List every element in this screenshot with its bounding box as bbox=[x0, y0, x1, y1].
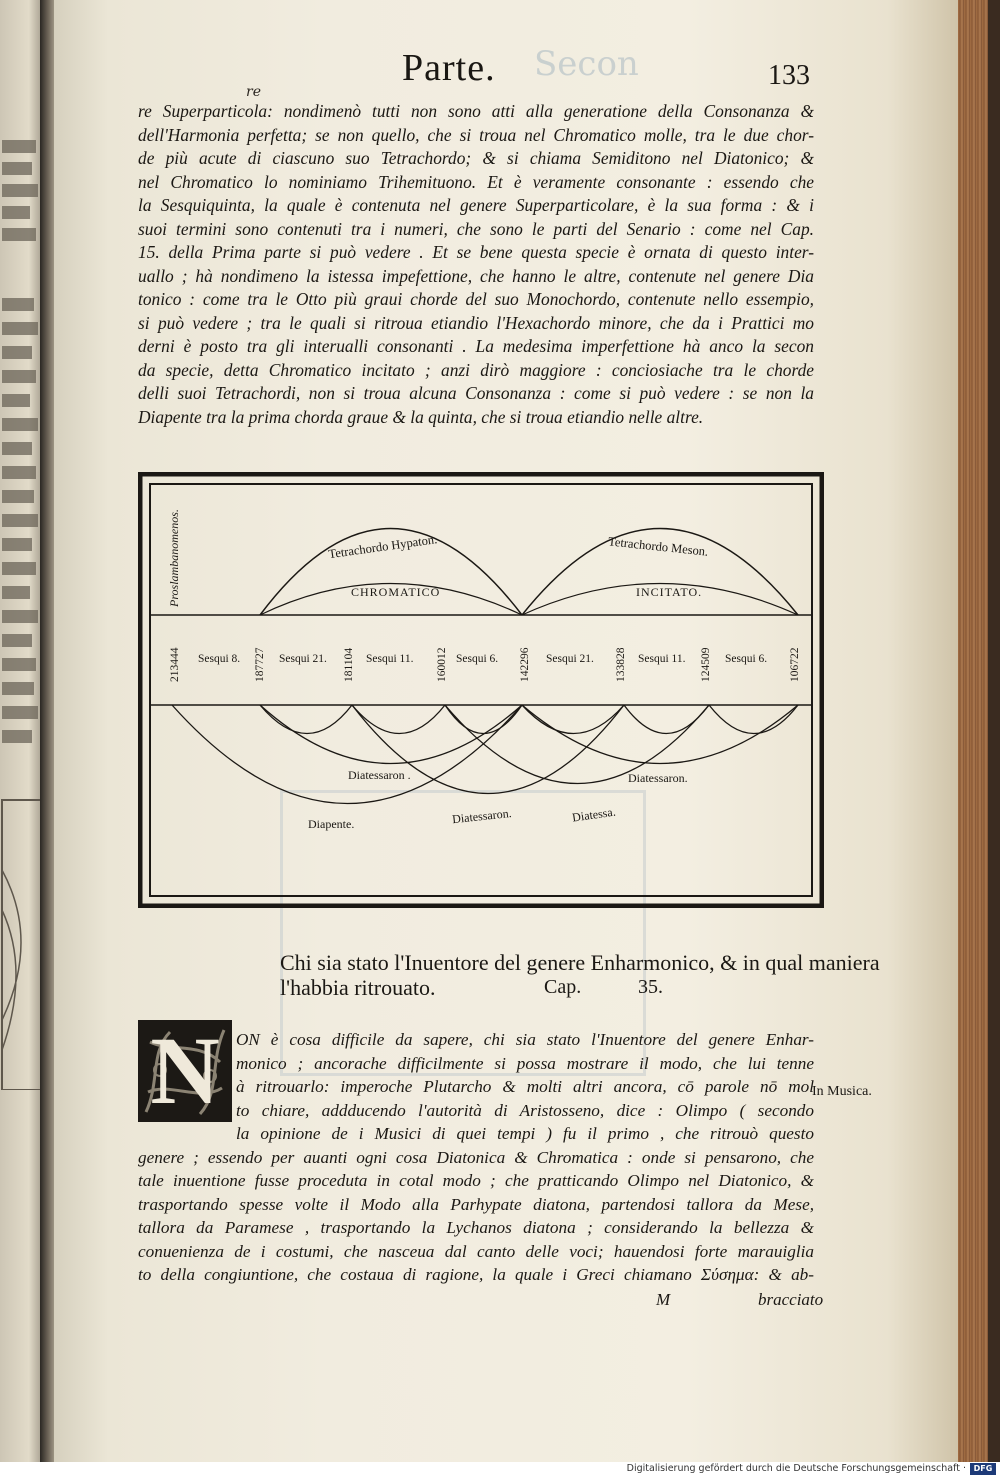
diagram-inner-frame bbox=[150, 484, 812, 896]
left-page-text-line bbox=[2, 418, 38, 431]
text-line: uallo ; hà nondimeno la istessa impefettione, che hanno le altre, contenute nel genere Dia bbox=[138, 265, 814, 286]
text-line: conuenienza de i costumi, che nasceua dal canto delle voci; hauendosi forte marauiglia bbox=[138, 1241, 814, 1261]
text-line: re Superparticola: nondimenò tutti non sono atti alla generatione della Consonanza & bbox=[138, 101, 814, 121]
left-page-text-line bbox=[2, 206, 30, 219]
ratio-label: Sesqui 21. bbox=[546, 653, 594, 665]
left-page-text-line bbox=[2, 184, 38, 197]
left-page-text-line bbox=[2, 610, 38, 623]
tetrachord-hypaton-label: Tetrachordo Hypaton. bbox=[327, 532, 439, 562]
string-number: 187727 bbox=[254, 647, 266, 682]
string-number: 133828 bbox=[615, 647, 627, 682]
ratio-label: Sesqui 11. bbox=[638, 653, 686, 665]
step-arc bbox=[445, 705, 522, 734]
book-cover-edge bbox=[988, 0, 1000, 1462]
text-line: derni è posto tra gli interualli consonanti . La medesima imperfettione hà anco la secon bbox=[138, 336, 814, 356]
left-page-text-line bbox=[2, 490, 34, 503]
signature-mark: M bbox=[656, 1290, 671, 1309]
text-line: la opinione de i Musici di quei tempi ) fu il primo , che ritrouò questo bbox=[236, 1124, 814, 1143]
paragraph-1 bbox=[138, 100, 814, 429]
show-through-heading: Secon bbox=[534, 44, 639, 84]
left-page-text-line bbox=[2, 346, 32, 359]
left-page-text-line bbox=[2, 730, 32, 743]
text-line: Diapente tra la prima chorda graue & la quinta, che si troua etiandio nelle altre. bbox=[138, 406, 704, 427]
chapter-title-line-2: l'habbia ritrouato. bbox=[280, 975, 436, 1000]
string-number: 160012 bbox=[436, 647, 448, 682]
left-page-text-line bbox=[2, 442, 32, 455]
marginal-note: In Musica. bbox=[812, 1084, 872, 1099]
paragraph-2 bbox=[138, 1028, 814, 1287]
text-line: si può vedere ; tra le quali si ritroua etiandio l'Hexachordo minore, che da i Prattici mo bbox=[138, 312, 814, 333]
chapter-title-line-1: Chi sia stato l'Inuentore del genere Enharmonico, & in qual maniera bbox=[280, 950, 880, 975]
diatessaron-right-label: Diatessaron. bbox=[628, 771, 688, 785]
string-number: 124509 bbox=[700, 647, 712, 682]
step-arc bbox=[522, 705, 624, 734]
text-line: tallora da Paramese , trasportando la Lychanos diatona ; considerando la bellezza & bbox=[138, 1218, 814, 1237]
text-line: nel Chromatico lo nominiamo Trihemituono. Et è veramente consonante : essendo che bbox=[138, 171, 814, 192]
text-line: genere ; essendo per auanti ogni cosa Diatonica & Chromatica : onde si pensarono, che bbox=[138, 1147, 814, 1167]
diatessaron-mid-label: Diatessaron. bbox=[451, 806, 513, 827]
text-line: da specie, detta Chromatico incitato ; anzi dirò maggiore : conciosiache tra le chorde bbox=[138, 359, 814, 380]
left-page-text-line bbox=[2, 562, 36, 575]
left-page-text-line bbox=[2, 514, 38, 527]
step-arc bbox=[260, 705, 352, 734]
text-line: 15. della Prima parte si può vedere . Et se bene questa specie è ornata di questo inter- bbox=[138, 242, 814, 262]
diapente-label: Diapente. bbox=[308, 817, 355, 831]
ratio-label: Sesqui 8. bbox=[198, 653, 241, 665]
text-line: la Sesquiquinta, la quale è contenuta nel genere Superparticolare, è la sua forma : & i bbox=[138, 195, 814, 215]
chapter-cap-label: Cap. bbox=[544, 976, 582, 998]
ratio-labels bbox=[198, 653, 767, 665]
step-arc bbox=[709, 705, 798, 734]
text-line: tale inuentione fusse proceduta in cotal modo ; che pratticando Olimpo nel Diatonico, & bbox=[138, 1171, 814, 1190]
step-arc bbox=[352, 705, 445, 734]
chapter-title bbox=[280, 950, 880, 1000]
dfg-logo: DFG bbox=[970, 1463, 996, 1475]
page-number: 133 bbox=[768, 60, 810, 91]
chromatico-label: CHROMATICO bbox=[351, 585, 441, 599]
incitato-label: INCITATO. bbox=[636, 585, 703, 599]
left-page-text-line bbox=[2, 228, 36, 241]
left-page-text-line bbox=[2, 140, 36, 153]
text-line: suoi termini sono contenuti tra i numeri, che sono le parti del Senario : come nel Cap. bbox=[138, 218, 814, 239]
text-line: monico ; ancorache difficilmente si possa mostrare il modo, che lui tenne bbox=[236, 1053, 814, 1073]
left-page-text-line bbox=[2, 370, 36, 383]
text-line: trasportando spesse volte il Modo alla Parhypate diatona, partendosi tallora da Mese, bbox=[138, 1194, 814, 1214]
text-line: dell'Harmonia perfetta; se non quello, che si troua nel Chromatico molle, tra le due chor- bbox=[138, 124, 814, 145]
diapente-arc bbox=[172, 705, 522, 804]
proslambanomenos-label: Proslambanomenos. bbox=[167, 509, 181, 607]
left-page-text-line bbox=[2, 394, 30, 407]
string-number: 213444 bbox=[169, 647, 181, 682]
catchword: bracciato bbox=[758, 1290, 824, 1309]
monochord-diagram bbox=[138, 472, 824, 908]
diagram-outer-frame bbox=[140, 474, 822, 906]
left-page-text-line bbox=[2, 298, 34, 311]
left-page-text-line bbox=[2, 658, 36, 671]
text-line: à ritrouarlo: imperoche Plutarcho & molti altri ancora, cō parole nō mol bbox=[236, 1077, 814, 1096]
chapter-number: 35. bbox=[638, 976, 663, 998]
running-head: Parte. bbox=[402, 47, 496, 89]
digitization-footer bbox=[0, 1462, 1000, 1476]
left-page-text-line bbox=[2, 322, 38, 335]
left-page-text-line bbox=[2, 466, 36, 479]
text-line: delli suoi Tetrachordi, non si troua alcuna Consonanza : come si può vedere : se non la bbox=[138, 383, 814, 403]
string-number: 142296 bbox=[519, 647, 531, 682]
marginal-correction: re bbox=[246, 84, 261, 100]
diatessaron-arc-left bbox=[260, 705, 522, 764]
ratio-label: Sesqui 6. bbox=[725, 653, 768, 665]
ratio-label: Sesqui 6. bbox=[456, 653, 499, 665]
footer-text: Digitalisierung gefördert durch die Deutsche Forschungsgemeinschaft · bbox=[626, 1463, 966, 1474]
left-page-diagram-fragment bbox=[0, 790, 44, 1090]
lower-arcs bbox=[172, 705, 798, 804]
diatessa-label: Diatessa. bbox=[571, 804, 617, 825]
ratio-label: Sesqui 11. bbox=[366, 653, 414, 665]
string-number: 181104 bbox=[343, 647, 355, 682]
diatessaron-arc-right bbox=[522, 705, 798, 764]
text-line: to della congiuntione, che costaua di ragione, la quale i Greci chiamano Σύσημα: & ab- bbox=[138, 1265, 814, 1284]
initial-letter: N bbox=[150, 1020, 220, 1122]
left-page-text-line bbox=[2, 586, 30, 599]
left-page-text-line bbox=[2, 706, 38, 719]
left-page-text-line bbox=[2, 682, 34, 695]
left-page-text-line bbox=[2, 538, 32, 551]
diatessaron-left-label: Diatessaron . bbox=[348, 768, 411, 782]
ratio-label: Sesqui 21. bbox=[279, 653, 327, 665]
text-line: de più acute di ciascuno suo Tetrachordo; & si chiama Semiditono nel Diatonico; & bbox=[138, 148, 814, 168]
text-line: ON è cosa difficile da sapere, chi sia stato l'Inuentore del genere Enhar- bbox=[236, 1030, 814, 1049]
string-number: 106722 bbox=[789, 647, 801, 682]
tetrachord-meson-label: Tetrachordo Meson. bbox=[607, 534, 709, 559]
left-page-text-line bbox=[2, 162, 32, 175]
left-page-text-line bbox=[2, 634, 32, 647]
text-line: to chiare, addducendo l'autorità di Aristosseno, dice : Olimpo ( secondo bbox=[236, 1100, 814, 1120]
text-line: tonico : come tra le Otto più graui chorde del suo Monochordo, contenute nello essempio, bbox=[138, 289, 814, 309]
